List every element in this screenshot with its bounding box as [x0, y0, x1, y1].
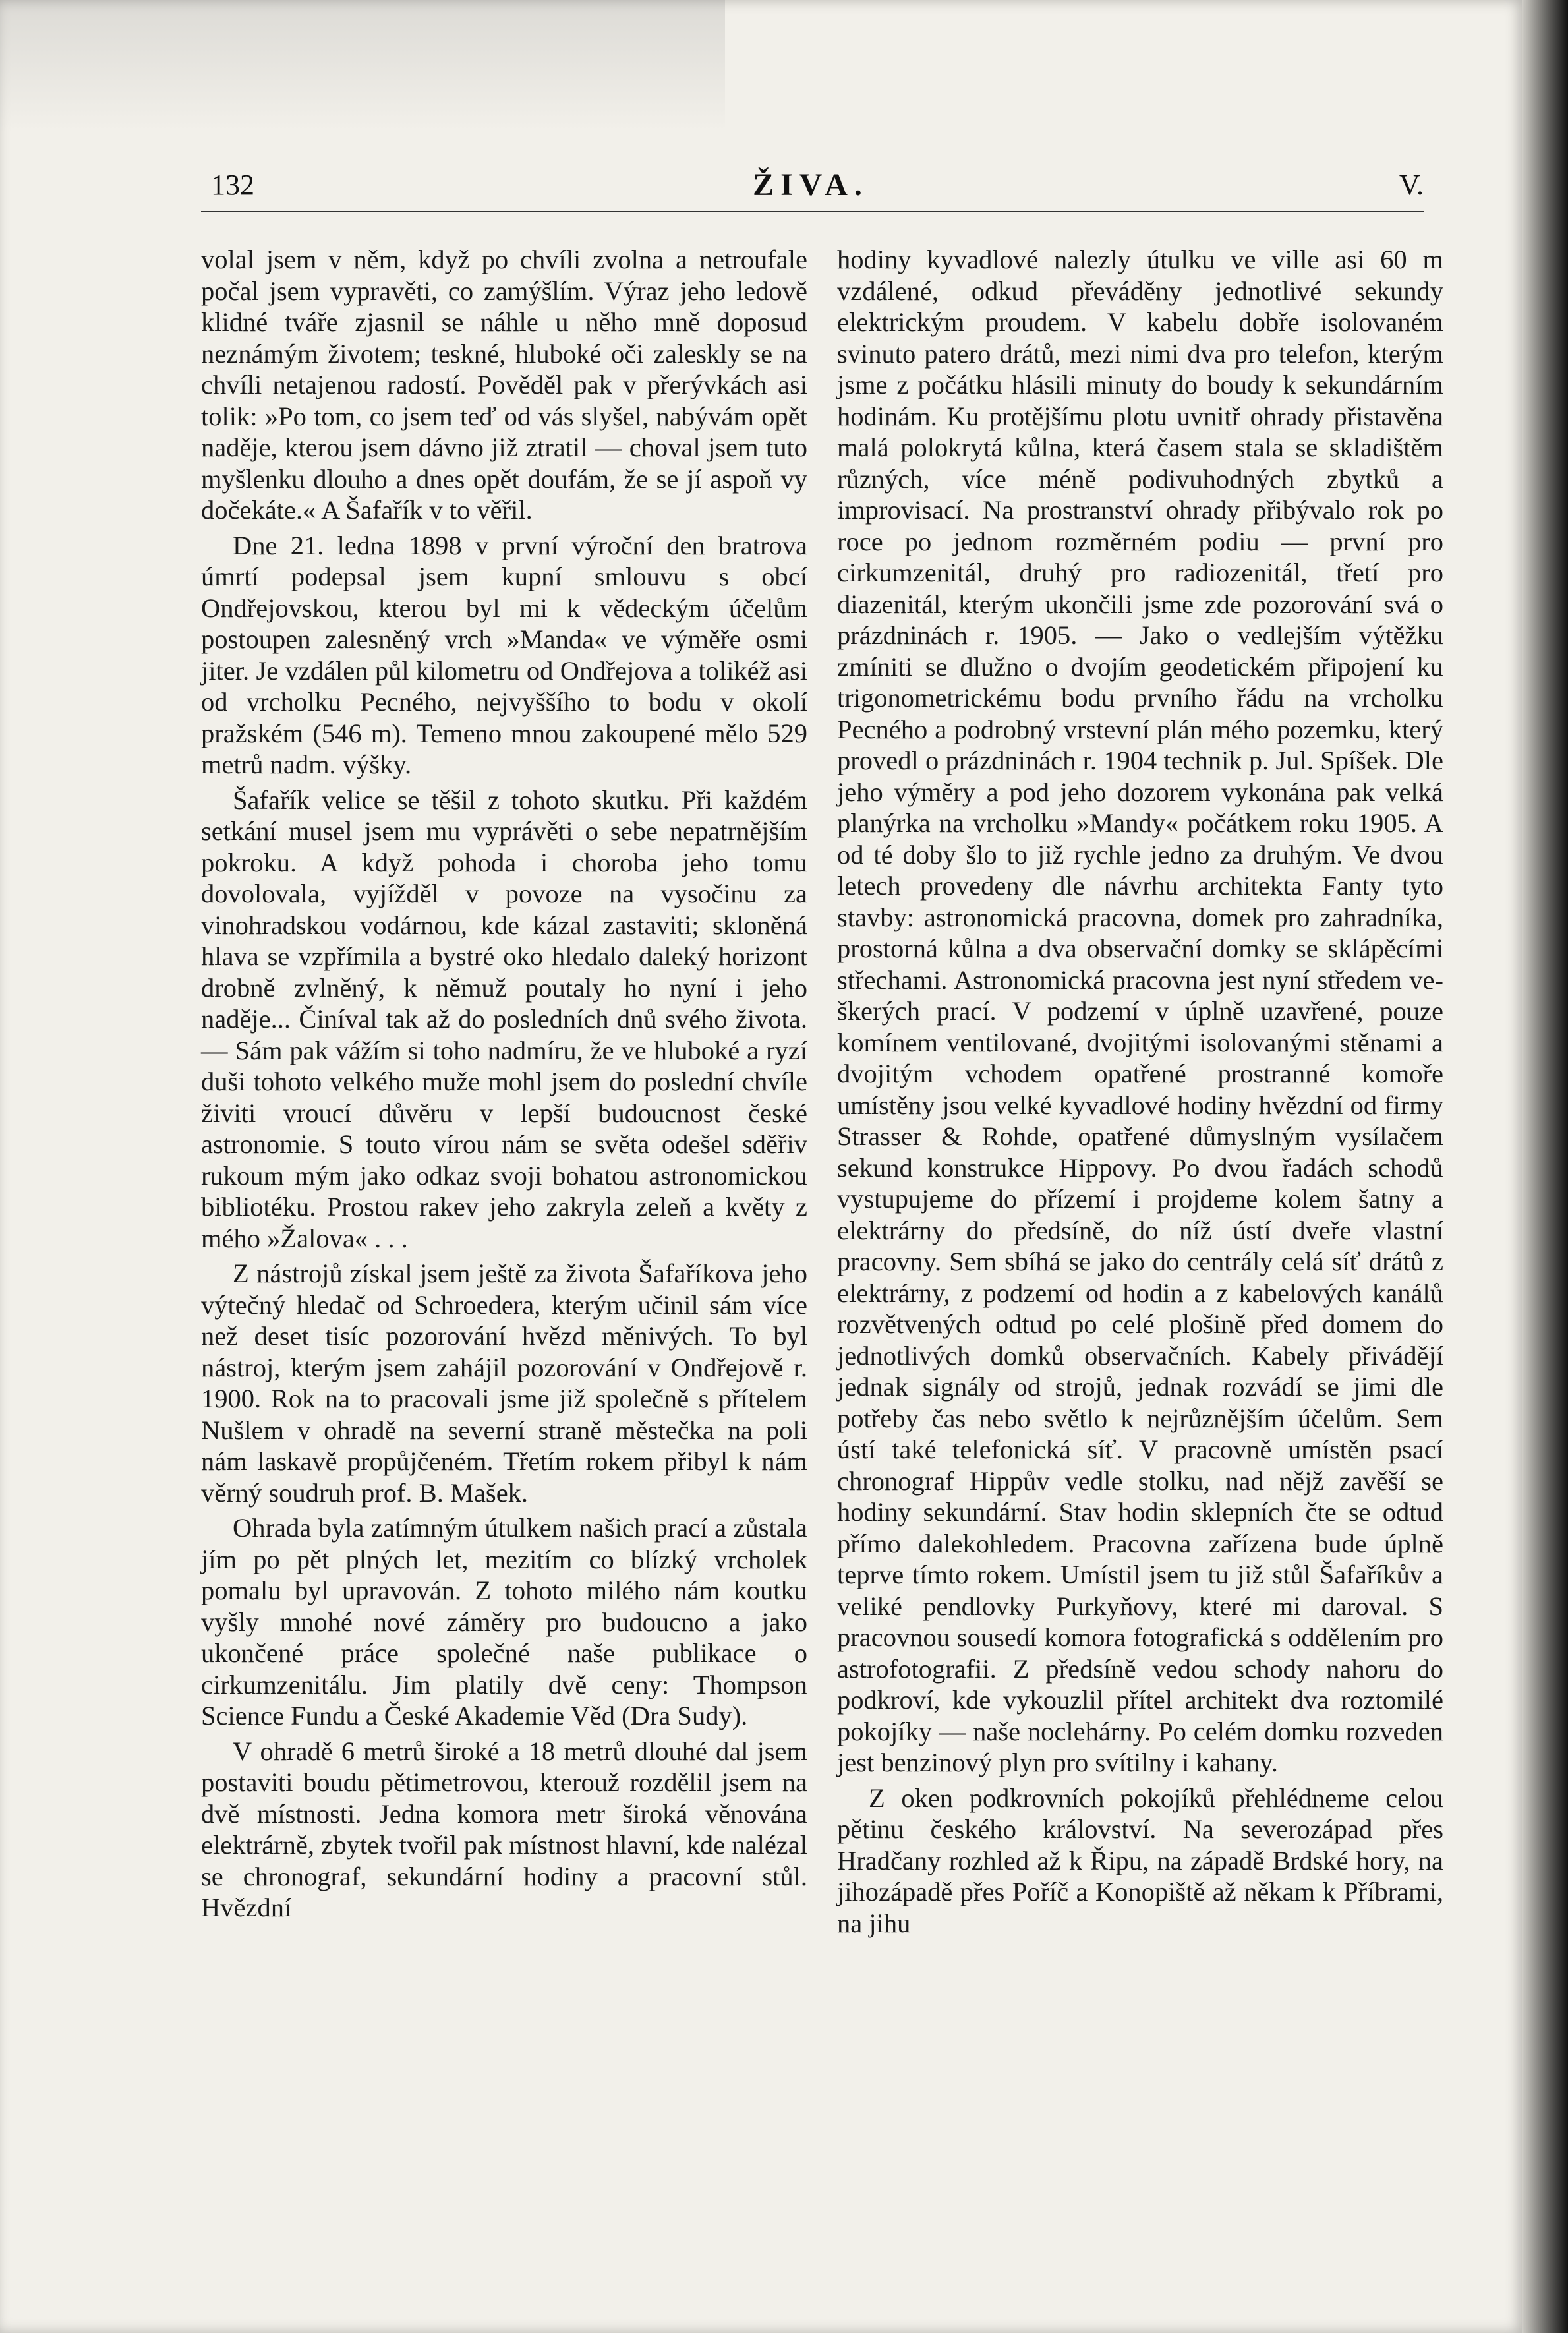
left-column [201, 244, 807, 1924]
page-header [198, 162, 1424, 208]
paragraph: Dne 21. ledna 1898 v první výroční den bratrova úmrtí podepsal jsem kupní smlouvu s obcí Ondřejovskou, kterou byl mi k vědeckým účelům postoupen zalesněný vrch »Manda« ve výměře osmi jiter. Je vzdálen půl kilometru od Ondřejova a tolikéž asi od vrcholku Pecného, nejvyššího to bodu v okolí pražském (546 m). Temeno mnou zakoupené mělo 529 metrů nadm. výšky. [201, 530, 807, 779]
paragraph: Z oken podkrovních pokojíků přehlédneme celou pětinu českého království. Na severozápad přes Hradčany rozhled až k Řipu, na západě Brdské hory, na jihozápadě přes Poříč a Konopiště až někam k Příbrami, na jihu [837, 1783, 1443, 1938]
header-rule [201, 210, 1424, 212]
paragraph: volal jsem v něm, když po chvíli zvolna a netroufale počal jsem vypravěti, co zamýšlím. Výraz jeho ledově klidné tváře zjasnil se náhle u něho mně doposud neznámým životem; teskné, hluboké oči zaleskly se na chvíli netajenou radostí. Pověděl pak v přerývkách asi tolik: »Po tom, co jsem teď od vás slyšel, nabývám opět naděje, kterou jsem dávno již ztratil — choval jsem tuto myšlenku dlouho a dnes opět doufám, že se jí aspoň vy dočekáte.« A Šafařík v to věřil. [201, 245, 807, 525]
paragraph: Šafařík velice se těšil z tohoto skutku. Při každém setkání musel jsem mu vyprávěti o sebe nepatrnějším pokroku. A když pohoda i choroba jeho tomu dovolovala, vyjížděl v povoze na vysočinu za vinohradskou vodárnou, kde kázal zastaviti; skloněná hlava se vzpřímila a bystré oko hledalo daleký horizont drobně zvlněný, k němuž poutaly ho nyní i jeho naděje... Činíval tak až do posledních dnů svého života. — Sám pak vážím si toho nadmíru, že ve hluboké a ryzí duši tohoto velkého muže mohl jsem do poslední chvíle živiti vroucí důvěru v lepší budoucnost české astronomie. S touto vírou nám se světa odešel sděřiv rukoum mým jako odkaz svoji bohatou astronomickou bibliotéku. Prostou rakev jeho zakryla zeleň a květy z mého »Žalova« . . . [201, 784, 807, 1253]
page-number: 132 [211, 169, 254, 201]
paragraph: V ohradě 6 metrů široké a 18 metrů dlouhé dal jsem postaviti boudu pětimetrovou, kterouž rozdělil jsem na dvě místnosti. Jedna komora metr široká věnována elektrárně, zbytek tvořil pak místnost hlavní, kde nalézal se chronograf, sekundární hodiny a pracovní stůl. Hvězdní [201, 1736, 807, 1922]
volume-number: V. [1399, 169, 1424, 201]
paragraph: Ohrada byla zatímným útulkem našich prací a zůstala jím po pět plných let, mezitím co blízký vrcholek pomalu byl upravován. Z tohoto milého nám koutku vyšly mnohé nové záměry pro budoucno a jako ukončené práce společné naše publikace o cirkumzenitálu. Jim platily dvě ceny: Thompson Science Fundu a České Akademie Věd (Dra Sudy). [201, 1513, 807, 1730]
paragraph: Z nástrojů získal jsem ještě za života Šafaříkova jeho výtečný hledač od Schroedera, kterým učinil sám více než deset tisíc pozorování hvězd měnivých. To byl nástroj, kterým jsem zahájil pozorování v Ondřejově r. 1900. Rok na to pracovali jsme již společně s přítelem Nušlem v ohradě na severní straně městečka na poli nám laskavě propůjčeném. Třetím rokem přibyl k nám věrný soudruh prof. B. Mašek. [201, 1258, 807, 1508]
journal-title: ŽIVA. [753, 167, 869, 202]
scan-smudge [0, 0, 725, 132]
right-column [837, 244, 1443, 1939]
scan-edge-shadow [1522, 0, 1568, 2333]
paragraph: hodiny kyvadlové nalezly útulku ve ville asi 60 m vzdálené, odkud převáděny jednotlivé sekundy elektrickým proudem. V kabelu dobře isolovaném svinuto patero drátů, mezi nimi dva pro telefon, kterým jsme z počátku hlásili minuty do boudy k sekundárním hodinám. Ku protějšímu plotu uvnitř ohrady přistavěna malá polokrytá kůlna, která časem stala se skladištěm různých, více méně podivuhodných zbytků a improvisací. Na prostranství ohrady přibývalo rok po roce po jednom rozměrném podiu — první pro cirkumzenitál, druhý pro radiozenitál, třetí pro diazenitál, kterým ukončili jsme zde pozorování svá o prázdninách r. 1905. — Jako o vedlejším výtěžku zmíniti se dlužno o dvojím geodetickém připojení ku trigonometrickému bodu prvního řádu na vrcholku Pecného a podrobný vrstevní plán mého pozemku, který provedl o prázdninách r. 1904 technik p. Jul. Spíšek. Dle jeho výměry a pod jeho dozorem vykonána pak velká planýrka na vrcholku »Mandy« počátkem roku 1905. A od té doby šlo to již rychle jedno za druhým. Ve dvou letech provedeny dle návrhu architekta Fanty tyto stavby: astronomická pracovna, domek pro zahradníka, prostorná kůlna a dva observační domky se sklápěcími střechami. Astronomická pracovna jest nyní středem veškerých prací. V podzemí v úplně uzavřené, pouze komínem ventilované, dvojitými isolovanými stěnami a dvojitým vchodem opatřené prostranné komoře umístěny jsou velké kyvadlové hodiny hvězdní od firmy Strasser & Rohde, opatřené důmyslným vysílačem sekund konstrukce Hippovy. Po dvou řadách schodů vystupujeme do přízemí i projdeme kolem šatny a elektrárny do předsíně, do níž ústí dveře vlastní pracovny. Sem sbíhá se jako do centrály celá síť drátů z elektrárny, z podzemí od hodin a z kabelových kanálů rozvětvených odtud po celé plošině před domem do jednotlivých domků observačních. Kabely přivádějí jednak signály od strojů, jednak rozvádí se jimi dle potřeby čas nebo světlo k nejrůznějším účelům. Sem ústí také telefonická síť. V pracovně umístěn psací chronograf Hippův vedle stolku, nad nějž zavěší se hodiny sekundární. Stav hodin sklepních čte se odtud přímo dalekohledem. Pracovna zařízena bude úplně teprve tímto rokem. Umístil jsem tu již stůl Šafaříkův a veliké pendlovky Purkyňovy, které mi daroval. S pracovnou sousedí komora fotografická s oddělením pro astrofotografii. Z předsíně vedou schody nahoru do podkroví, kde vykouzlil přítel architekt dva roztomilé pokojíky — naše noclehárny. Po celém domku rozveden jest benzinový plyn pro svítilny i kahany. [837, 245, 1443, 1777]
